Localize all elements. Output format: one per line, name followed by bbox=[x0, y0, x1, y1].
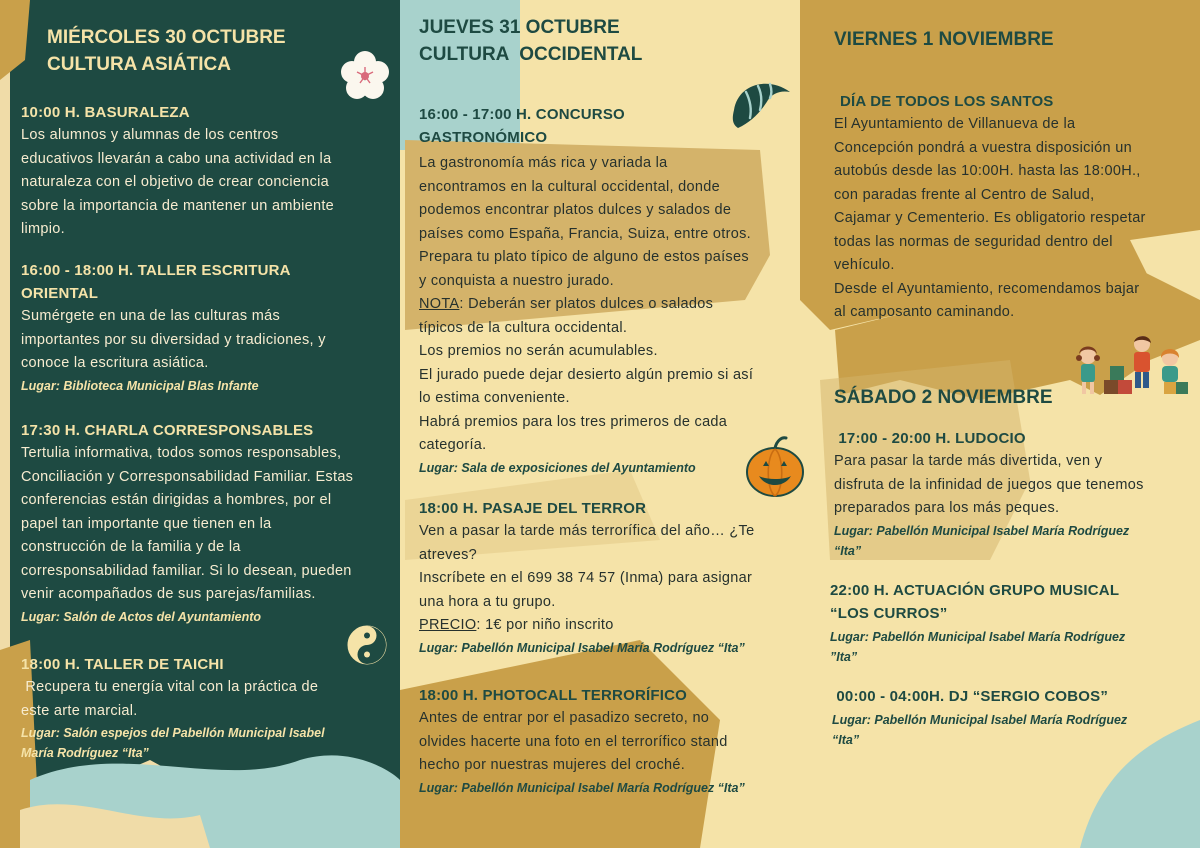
price-label: PRECIO bbox=[419, 617, 477, 633]
body-line: conferencias están dirigidas a hombres, por el bbox=[21, 492, 332, 508]
saturday-heading bbox=[834, 384, 1154, 411]
title-line: “LOS CURROS” bbox=[830, 605, 948, 622]
event-title bbox=[21, 419, 393, 442]
title-line: 18:00 H. PHOTOCALL TERRORÍFICO bbox=[419, 687, 687, 704]
event-location bbox=[21, 376, 393, 396]
event-todos-los-santos bbox=[834, 90, 1196, 325]
body-line: venir acompañados de sus parejas/familias. bbox=[21, 586, 316, 602]
event-los-curros bbox=[830, 579, 1196, 667]
body-line: Inscríbete en el 699 38 74 57 (Inma) para asignar bbox=[419, 570, 753, 586]
location-line: Lugar: Biblioteca Municipal Blas Infante bbox=[21, 378, 259, 393]
event-description bbox=[21, 124, 393, 242]
event-description bbox=[834, 113, 1196, 325]
title-line: GASTRONÓMICO bbox=[419, 129, 548, 146]
body-line: Habrá premios para los tres primeros de cada bbox=[419, 413, 728, 430]
body-line: El Ayuntamiento de Villanueva de la bbox=[834, 116, 1076, 132]
body-line: hecho por nuestras mujeres del croché. bbox=[419, 757, 686, 773]
day-theme: CULTURA OCCIDENTAL bbox=[419, 44, 643, 65]
location-line: “Ita” bbox=[832, 733, 860, 747]
body-line: y conquista a nuestro jurado. bbox=[419, 272, 614, 289]
event-title bbox=[419, 497, 799, 520]
body-line: naturaleza con el objetivo de crear conciencia bbox=[21, 174, 330, 190]
location-line: Lugar: Pabellón Municipal Isabel María Rodríguez bbox=[830, 630, 1126, 644]
pumpkin-icon bbox=[744, 434, 806, 498]
event-description bbox=[21, 442, 393, 607]
title-line: 17:30 H. CHARLA CORRESPONSABLES bbox=[21, 422, 314, 439]
body-line: Concepción pondrá a vuestra disposición un bbox=[834, 139, 1132, 156]
body-line: La gastronomía más rica y variada la bbox=[419, 155, 668, 171]
body-line: al camposanto caminando. bbox=[834, 304, 1015, 320]
event-description bbox=[419, 707, 799, 778]
title-line: 10:00 H. BASURALEZA bbox=[21, 104, 190, 121]
body-line: países como España, Francia, Suiza, entre otros. bbox=[419, 225, 751, 242]
day-title: JUEVES 31 OCTUBRE bbox=[419, 17, 620, 38]
body-line: olvides hacerte una foto en el terrorífico stand bbox=[419, 733, 728, 750]
body-line: Tertulia informativa, todos somos responsables, bbox=[21, 445, 342, 461]
location-line: María Rodríguez “Ita” bbox=[21, 746, 149, 760]
body-line: conoce la escritura asiática. bbox=[21, 355, 209, 371]
body-line: limpio. bbox=[21, 221, 65, 237]
body-line: este arte marcial. bbox=[21, 702, 138, 719]
location-line: Lugar: Pabellón Municipal Isabel María Rodríguez bbox=[832, 713, 1128, 727]
event-location bbox=[830, 627, 1196, 667]
title-line: ORIENTAL bbox=[21, 285, 99, 302]
body-line: corresponsabilidad familiar. Si lo desean, pueden bbox=[21, 562, 352, 579]
event-taller-escritura bbox=[21, 259, 393, 396]
body-line: Antes de entrar por el pasadizo secreto, no bbox=[419, 710, 710, 726]
event-photocall bbox=[419, 684, 799, 798]
note-text: : Deberán ser platos dulces o salados bbox=[459, 296, 714, 312]
body-line: lo estima conveniente. bbox=[419, 390, 570, 406]
location-line: Lugar: Pabellón Municipal Isabel María Rodríguez bbox=[834, 523, 1130, 538]
title-line: 17:00 - 20:00 H. LUDOCIO bbox=[834, 430, 1026, 447]
event-charla-corresponsables bbox=[21, 419, 393, 627]
event-location bbox=[834, 521, 1196, 561]
body-line: importantes por su diversidad y tradiciones, y bbox=[21, 331, 326, 348]
location-line: Lugar: Pabellón Municipal Isabel María Rodríguez “Ita” bbox=[419, 780, 745, 795]
body-line: construcción de la familia y de la bbox=[21, 539, 241, 555]
event-description bbox=[419, 152, 799, 458]
body-line: preparados para los más peques. bbox=[834, 500, 1060, 516]
wednesday-heading bbox=[47, 24, 347, 78]
location-line: Lugar: Salón de Actos del Ayuntamiento bbox=[21, 609, 262, 624]
price-line bbox=[419, 614, 799, 638]
event-location bbox=[21, 607, 393, 627]
event-location bbox=[832, 710, 1196, 750]
body-line: típicos de la cultura occidental. bbox=[419, 319, 628, 336]
body-line: Ven a pasar la tarde más terrorífica del año… ¿Te bbox=[419, 523, 755, 539]
day-theme: CULTURA ASIÁTICA bbox=[47, 54, 231, 75]
event-description bbox=[21, 676, 393, 723]
title-line: 22:00 H. ACTUACIÓN GRUPO MUSICAL bbox=[830, 582, 1120, 599]
event-description bbox=[419, 520, 799, 638]
body-line: Recupera tu energía vital con la práctica de bbox=[21, 679, 319, 695]
location-line: “Ita” bbox=[834, 543, 862, 558]
friday-heading bbox=[834, 26, 1154, 53]
body-line: El jurado puede dejar desierto algún premio si así bbox=[419, 366, 754, 383]
event-title bbox=[830, 579, 1196, 625]
title-line: 18:00 H. TALLER DE TAICHI bbox=[21, 656, 224, 673]
event-location bbox=[419, 638, 799, 658]
title-line: 16:00 - 17:00 H. CONCURSO bbox=[419, 106, 625, 123]
body-line: disfruta de la infinidad de juegos que tenemos bbox=[834, 476, 1144, 493]
body-line: autobús desde las 10:00H. hasta las 18:00H., bbox=[834, 163, 1141, 179]
wednesday-column bbox=[0, 0, 400, 848]
event-title bbox=[21, 653, 393, 676]
event-title bbox=[419, 103, 799, 149]
location-line: Lugar: Pabellón Municipal Isabel María Rodríguez “Ita” bbox=[419, 640, 745, 655]
body-line: categoría. bbox=[419, 437, 487, 453]
body-line: una hora a tu grupo. bbox=[419, 593, 556, 610]
body-line: todas las normas de seguridad dentro del bbox=[834, 233, 1113, 250]
thursday-heading bbox=[419, 14, 749, 68]
title-line: DÍA DE TODOS LOS SANTOS bbox=[840, 93, 1054, 110]
event-title bbox=[419, 684, 799, 707]
title-line: 18:00 H. PASAJE DEL TERROR bbox=[419, 500, 647, 517]
body-line: vehículo. bbox=[834, 257, 895, 273]
location-line: Lugar: Salón espejos del Pabellón Municipal Isabel bbox=[21, 726, 325, 740]
event-description bbox=[834, 450, 1196, 521]
title-line: 00:00 - 04:00H. DJ “SERGIO COBOS” bbox=[832, 688, 1109, 705]
event-title bbox=[834, 90, 1196, 113]
event-location bbox=[419, 458, 799, 478]
event-basuraleza bbox=[21, 101, 393, 242]
event-pasaje-terror bbox=[419, 497, 799, 658]
event-location bbox=[419, 778, 799, 798]
friday-saturday-column bbox=[800, 0, 1200, 848]
body-line: Sumérgete en una de las culturas más bbox=[21, 308, 281, 324]
body-line: Prepara tu plato típico de alguno de estos países bbox=[419, 249, 749, 265]
event-title bbox=[21, 259, 393, 305]
event-dj-sergio-cobos bbox=[832, 685, 1196, 750]
price-text: : 1€ por niño inscrito bbox=[476, 617, 614, 633]
location-line: Lugar: Sala de exposiciones del Ayuntamiento bbox=[419, 460, 696, 475]
body-line: podemos encontrar platos dulces y salados de bbox=[419, 202, 732, 218]
note-label: NOTA bbox=[419, 296, 460, 312]
day-title: SÁBADO 2 NOVIEMBRE bbox=[834, 387, 1053, 408]
event-title bbox=[21, 101, 393, 124]
body-line: Los premios no serán acumulables. bbox=[419, 343, 658, 359]
body-line: papel tan importante que tienen en la bbox=[21, 515, 272, 532]
location-line: ”Ita” bbox=[830, 650, 858, 664]
body-line: Conciliación y Corresponsabilidad Familiar. Estas bbox=[21, 468, 354, 485]
event-title bbox=[834, 427, 1196, 450]
body-line: Desde el Ayuntamiento, recomendamos bajar bbox=[834, 280, 1140, 297]
thursday-column bbox=[400, 0, 800, 848]
event-title bbox=[832, 685, 1196, 708]
body-line: educativos llevarán a cabo una actividad en la bbox=[21, 150, 332, 167]
note-line bbox=[419, 293, 799, 317]
body-line: encontramos en la cultural occidental, donde bbox=[419, 178, 720, 195]
event-concurso-gastronomico bbox=[419, 103, 799, 478]
event-taller-taichi bbox=[21, 653, 393, 763]
body-line: atreves? bbox=[419, 546, 478, 563]
event-location bbox=[21, 723, 393, 763]
day-title: VIERNES 1 NOVIEMBRE bbox=[834, 29, 1054, 50]
event-description bbox=[21, 305, 393, 376]
title-line: 16:00 - 18:00 H. TALLER ESCRITURA bbox=[21, 262, 291, 279]
body-line: con paradas frente al Centro de Salud, bbox=[834, 186, 1095, 203]
event-ludocio bbox=[834, 427, 1196, 561]
body-line: sobre la importancia de mantener un ambiente bbox=[21, 197, 335, 214]
body-line: Los alumnos y alumnas de los centros bbox=[21, 127, 279, 143]
day-title: MIÉRCOLES 30 OCTUBRE bbox=[47, 27, 286, 48]
body-line: Para pasar la tarde más divertida, ven y bbox=[834, 453, 1103, 469]
body-line: Cajamar y Cementerio. Es obligatorio respetar bbox=[834, 210, 1146, 226]
flower-icon bbox=[339, 50, 391, 102]
